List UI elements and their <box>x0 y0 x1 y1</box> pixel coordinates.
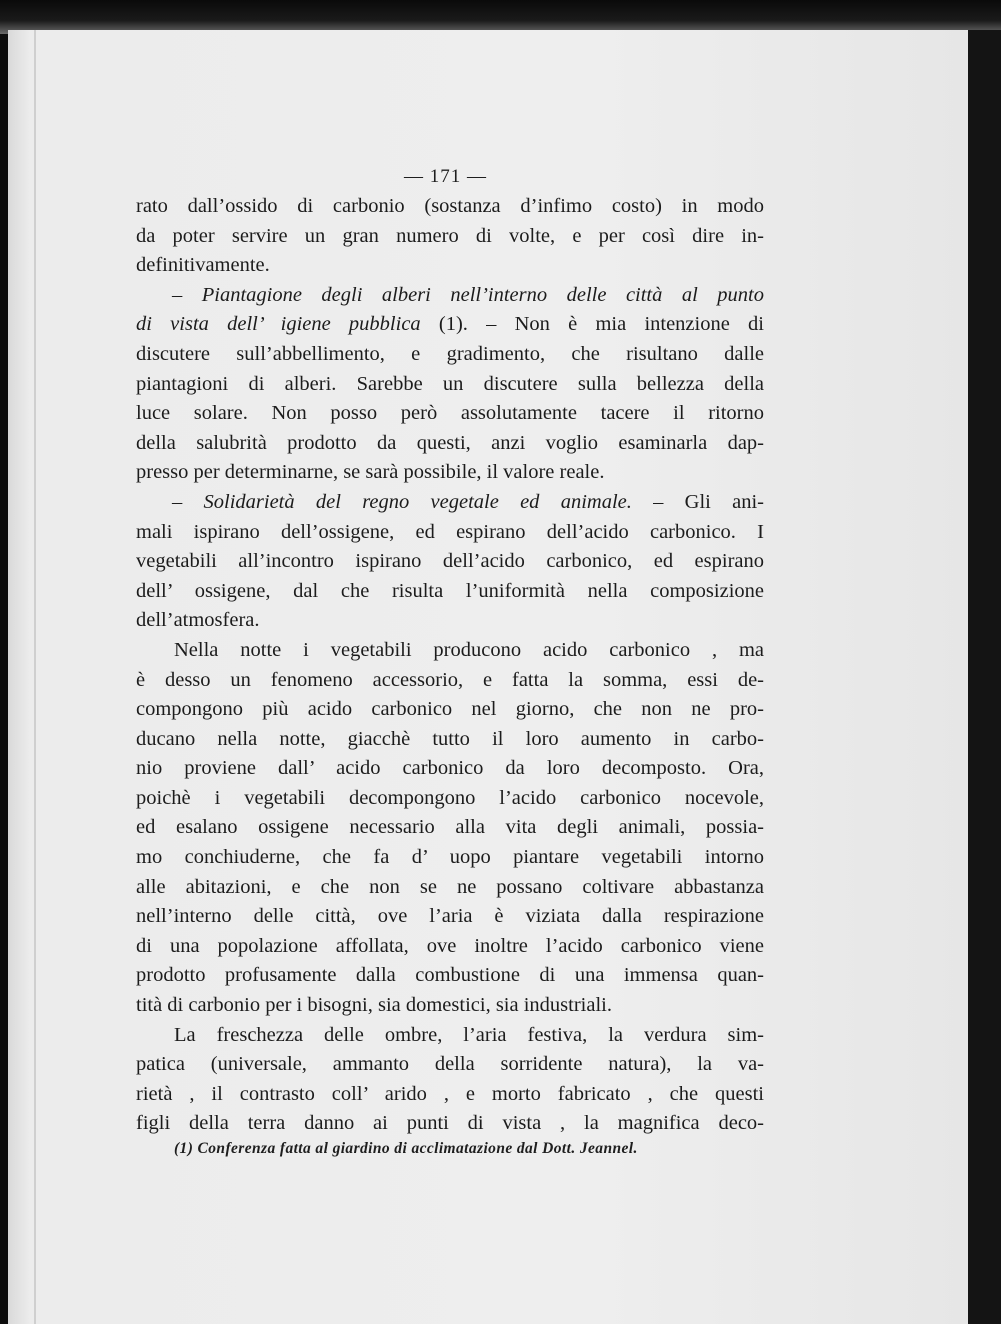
text-line <box>136 1050 764 1080</box>
line-text: patica (universale, ammanto della sorridente natura), la va- <box>136 1053 764 1076</box>
line-text: piantagioni di alberi. Sarebbe un discutere sulla bellezza della <box>136 372 764 395</box>
footnote: (1) Conferenza fatta al giardino di acclimatazione dal Dott. Jeannel. <box>174 1140 638 1157</box>
scan-right-edge <box>968 30 1001 1324</box>
text-line <box>136 754 764 784</box>
text-line <box>136 1080 764 1110</box>
text-line <box>136 991 764 1021</box>
line-text: tità di carbonio per i bisogni, sia domestici, sia industriali. <box>136 994 612 1017</box>
text-line <box>136 370 764 400</box>
page-number: — 171 — <box>404 166 487 187</box>
text-line <box>136 932 764 962</box>
text-line <box>136 222 764 252</box>
italic-heading-text: Piantagione degli alberi nell’interno delle città al punto <box>201 283 764 306</box>
text-line <box>136 873 764 903</box>
line-text: dell’atmosfera. <box>136 609 260 632</box>
line-text: prodotto profusamente dalla combustione di una immensa quan- <box>136 964 764 987</box>
line-text: nio proviene dall’ acido carbonico da loro decomposto. Ora, <box>136 757 764 780</box>
line-text: – <box>172 283 202 306</box>
text-line <box>136 695 764 725</box>
text-line <box>136 577 764 607</box>
text-line <box>136 843 764 873</box>
line-text: è desso un fenomeno accessorio, e fatta la somma, essi de- <box>136 668 764 691</box>
text-line <box>136 784 764 814</box>
line-text: poichè i vegetabili decompongono l’acido carbonico nocevole, <box>136 786 764 809</box>
line-text: ed esalano ossigene necessario alla vita degli animali, possia- <box>136 816 764 839</box>
text-line <box>136 813 764 843</box>
line-text: rato dall’ossido di carbonio (sostanza d’infimo costo) in modo <box>136 195 764 217</box>
page-fold-line <box>34 30 36 1324</box>
line-text: La freschezza delle ombre, l’aria festiva, la verdura sim- <box>174 1023 764 1046</box>
line-text: definitivamente. <box>136 254 270 277</box>
text-line <box>136 518 764 548</box>
line-text: luce solare. Non posso però assolutamente tacere il ritorno <box>136 402 764 425</box>
line-text: vegetabili all’incontro ispirano dell’acido carbonico, ed espirano <box>136 550 764 573</box>
line-text: da poter servire un gran numero di volte, e per così dire in- <box>136 224 764 247</box>
line-text: di una popolazione affollata, ove inoltre l’acido carbonico viene <box>136 934 764 957</box>
text-line <box>136 902 764 932</box>
line-text: della salubrità prodotto da questi, anzi voglio esaminarla dap- <box>136 431 764 454</box>
text-line <box>136 1109 764 1139</box>
text-line <box>136 961 764 991</box>
text-line <box>136 488 764 518</box>
line-text: presso per determinarne, se sarà possibile, il valore reale. <box>136 461 605 484</box>
text-line <box>136 310 764 340</box>
text-line <box>136 281 764 311</box>
line-text: discutere sull’abbellimento, e gradimento, che risultano dalle <box>136 342 764 365</box>
text-line <box>136 399 764 429</box>
text-line <box>136 666 764 696</box>
line-text: mo conchiuderne, che fa d’ uopo piantare vegetabili intorno <box>136 846 764 869</box>
line-text: dell’ ossigene, dal che risulta l’uniformità nella composizione <box>136 579 764 602</box>
text-line <box>136 606 764 636</box>
line-text: – <box>172 490 204 513</box>
line-text: mali ispirano dell’ossigene, ed espirano dell’acido carbonico. I <box>136 520 764 543</box>
text-line <box>136 340 764 370</box>
italic-heading-text: Solidarietà del regno vegetale ed animale. <box>203 490 632 513</box>
text-line <box>136 725 764 755</box>
text-line <box>136 192 764 222</box>
italic-heading-text: di vista dell’ igiene pubblica <box>136 313 421 336</box>
text-line <box>136 1021 764 1051</box>
line-text: compongono più acido carbonico nel giorno, che non ne pro- <box>136 698 764 721</box>
scan-top-edge <box>0 0 1001 34</box>
line-text: Nella notte i vegetabili producono acido carbonico , ma <box>174 638 764 661</box>
body-text <box>136 192 764 1139</box>
line-text: alle abitazioni, e che non se ne possano coltivare abbastanza <box>136 875 764 898</box>
line-text: (1). – Non è mia intenzione di <box>420 313 764 336</box>
line-text: rietà , il contrasto coll’ arido , e morto fabricato , che questi <box>136 1082 764 1105</box>
text-line <box>136 429 764 459</box>
line-text: ducano nella notte, giacchè tutto il loro aumento in carbo- <box>136 727 764 750</box>
text-line <box>136 251 764 281</box>
line-text: figli della terra danno ai punti di vista , la magnifica deco- <box>136 1112 764 1135</box>
text-line <box>136 547 764 577</box>
line-text: – Gli ani- <box>631 490 764 513</box>
line-text: nell’interno delle città, ove l’aria è viziata dalla respirazione <box>136 905 764 928</box>
text-line <box>136 636 764 666</box>
text-line <box>136 458 764 488</box>
